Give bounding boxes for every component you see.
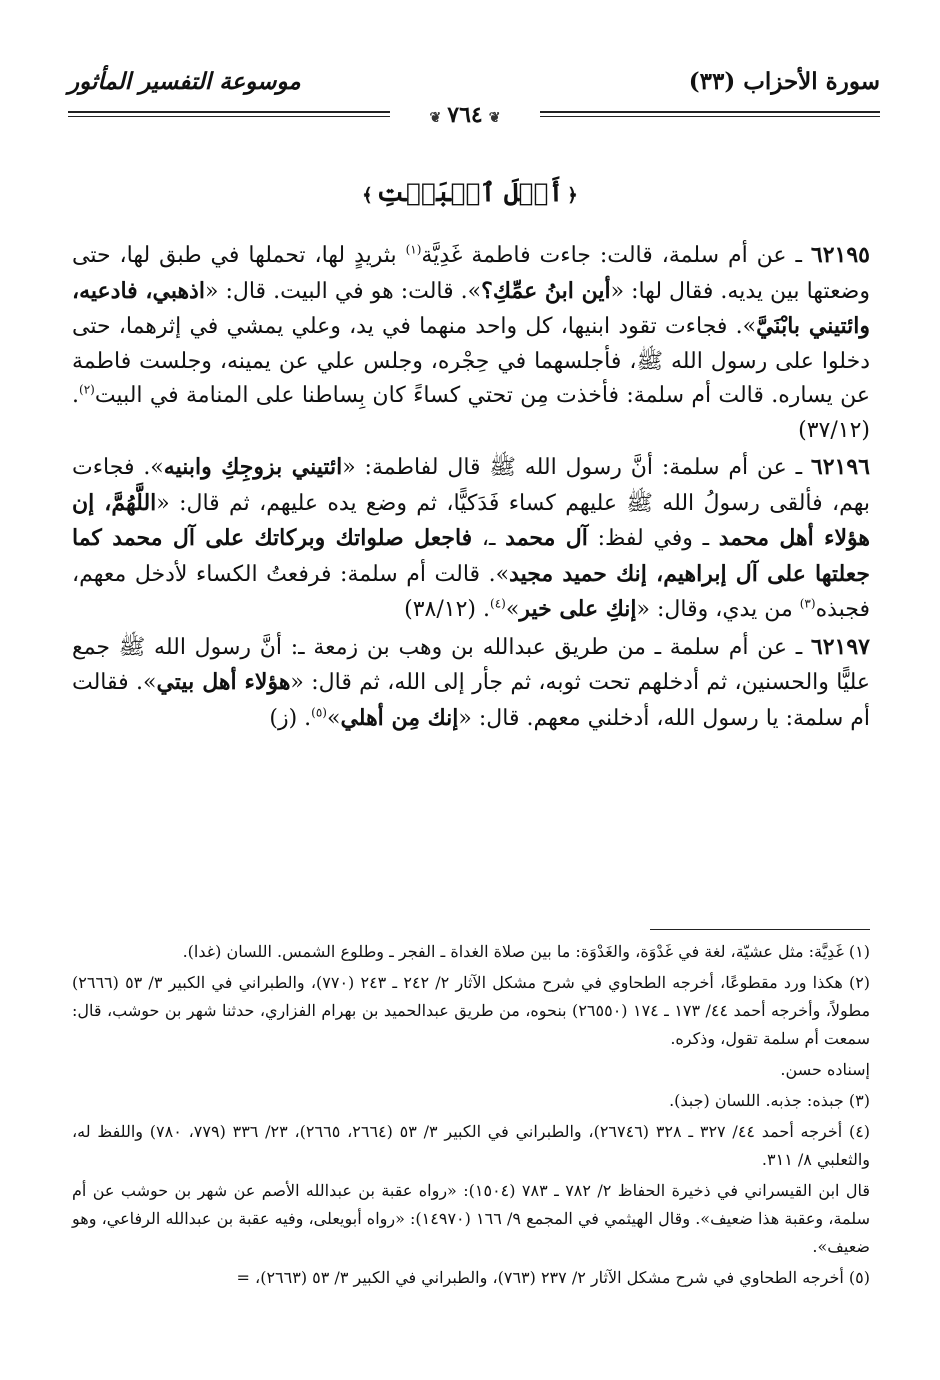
hadith-number: ٦٢١٩٥ (810, 242, 870, 268)
footnote: (٣) جبذه: جذبه. اللسان (جبذ). (669, 1091, 870, 1110)
footnote-marker: (٢) (79, 382, 95, 397)
footnote: (٢) هكذا ورد مقطوعًا، أخرجه الطحاوي في شرح مشكل الآثار ٢/ ٢٤٢ ـ ٢٤٣ (٧٧٠)، والطبراني في الكبير ٣/ ٥٣ (٢٦٦٦) مطولاً، وأخرجه أحمد ٤٤/ ١٧٣ ـ ١٧٤ (٢٦٥٥٠) بنحوه، من طريق عبدالحميد بن بهرام الفزاري، حدثنا شهر بن حوشب، قال: سمعت أم سلمة تقول، وذكره. (72, 973, 871, 1048)
hadith-number: ٦٢١٩٦ (810, 454, 870, 480)
volume-reference: (٣٨/١٢) (404, 597, 477, 622)
main-text (72, 238, 870, 738)
footnote: (١) غَدِيَّة: مثل عشيّة، لغة في غَدْوَة، والغَدْوَة: ما بين صلاة الغداة ـ الفجر ـ وطلوع الشمس. اللسان (غدا). (182, 942, 870, 961)
footnotes (72, 938, 870, 1295)
section-title-text: أَهۡلَ ٱلۡبَيۡتِ (376, 178, 564, 207)
footnote-marker: (٥) (311, 705, 327, 720)
footnote-separator (650, 929, 870, 930)
running-header (68, 64, 880, 104)
section-title (0, 178, 940, 207)
volume-reference: (ز) (269, 705, 298, 731)
footnote-marker: (٤) (490, 596, 506, 611)
footnote: (٤) أخرجه أحمد ٤٤/ ٣٢٧ ـ ٣٢٨ (٢٦٧٤٦)، والطبراني في الكبير ٣/ ٥٣ (٢٦٦٤، ٢٦٦٥)، ٢٣/ ٣٣٦ (٧٧٩، ٧٨٠) واللفظ له، والثعلبي ٨/ ٣١١. (72, 1122, 871, 1169)
footnote: إسناده حسن. (780, 1060, 870, 1079)
book-title-header: موسوعة التفسير المأثور (68, 68, 301, 95)
footnote-marker: (١) (405, 242, 422, 257)
ornament-icon: ❦ (488, 110, 501, 126)
footnote: قال ابن القيسراني في ذخيرة الحفاظ ٢/ ٧٨٢ ـ ٧٨٣ (١٥٠٤): «رواه عقبة بن عبدالله الأصم عن شهر بن حوشب عن أم سلمة، وعقبة هذا ضعيف». وقال الهيثمي في المجمع ٩/ ١٦٦ (١٤٩٧٠): «رواه أبويعلى، وفيه عقبة بن عبدالله الرفاعي، وهو ضعيف». (72, 1181, 871, 1256)
page-number: ٧٦٤ (447, 102, 483, 128)
surah-header: سورة الأحزاب (٣٣) (688, 68, 880, 95)
hadith-paragraph: ٦٢١٩٦ ـ عن أم سلمة: أنَّ رسول الله ﷺ قال لفاطمة: «ائتيني بزوجِكِ وابنيه». فجاءت بهم، فألقى رسولُ الله ﷺ عليهم كساء فَدَكيًّا، ثم وضع يده عليهم، ثم قال: «اللَّهُمَّ، إن هؤلاء أهل محمد ـ وفي لفظ: آل محمد ـ، فاجعل صلواتك وبركاتك على آل محمد كما جعلتها على آل إبراهيم، إنك حميد مجيد». قالت أم سلمة: فرفعتُ الكساء لأدخل معهم، فجبذه$^{(٣)}$ من يدي، وقال: «إنكِ على خير»$^{(٤)}$. (٣٨/١٢) (72, 454, 870, 622)
hadith-number: ٦٢١٩٧ (810, 633, 870, 660)
footnote-marker: (٣) (799, 596, 816, 611)
page-number-box (390, 100, 540, 130)
hadith-paragraph: ٦٢١٩٧ ـ عن أم سلمة ـ من طريق عبدالله بن وهب بن زمعة ـ: أنَّ رسول الله ﷺ جمع عليًّا والحسنين، ثم أدخلهم تحت ثوبه، ثم جأر إلى الله، ثم قال: «هؤلاء أهل بيتي». فقالت أم سلمة: يا رسول الله، أدخلني معهم. قال: «إنك مِن أهلي»$^{(٥)}$. (ز) (72, 633, 870, 731)
hadith-paragraph: ٦٢١٩٥ ـ عن أم سلمة، قالت: جاءت فاطمة غَدِيَّة$^{(١)}$ بثريدٍ لها، تحملها في طبق لها، حتى وضعتها بين يديه. فقال لها: «أين ابنُ عمِّكِ؟». قالت: هو في البيت. قال: «اذهبي، فادعيه، وائتيني بابْنَيَّ». فجاءت تقود ابنيها، كل واحد منهما في يد، وعلي يمشي في إثرهما، حتى دخلوا على رسول الله ﷺ، فأجلسهما في حِجْره، وجلس علي عن يمينه، وجلست فاطمة عن يساره. قالت أم سلمة: فأخذت مِن تحتي كساءً كان بِساطنا على المنامة في البيت$^{(٢)}$. (٣٧/١٢) (72, 242, 870, 443)
ornate-bracket-open-icon: ﴿ (567, 185, 578, 206)
footnote: (٥) أخرجه الطحاوي في شرح مشكل الآثار ٢/ ٢٣٧ (٧٦٣)، والطبراني في الكبير ٣/ ٥٣ (٢٦٦٣)، = (236, 1268, 870, 1287)
ornate-bracket-close-icon: ﴾ (362, 185, 373, 206)
ornament-icon: ❦ (429, 110, 442, 126)
volume-reference: (٣٧/١٢) (798, 417, 870, 443)
